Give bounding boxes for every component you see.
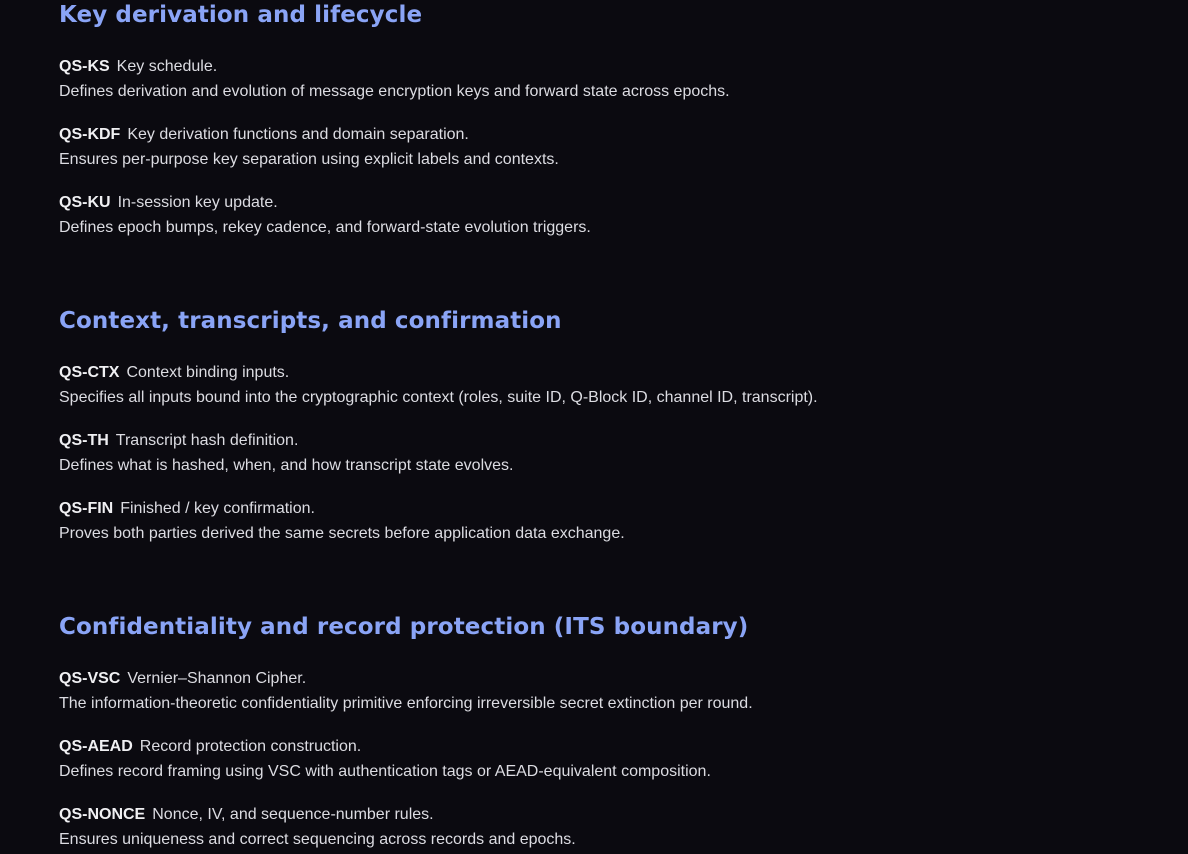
entry-id: QS-NONCE (59, 806, 146, 823)
entry-list (59, 666, 1159, 852)
section-title: Confidentiality and record protection (ITS boundary) (59, 614, 749, 640)
entry-id: QS-KDF (59, 126, 121, 143)
entry-description: Defines derivation and evolution of message encryption keys and forward state across epochs. (59, 83, 730, 100)
list-item (59, 122, 1159, 172)
entry-description: Proves both parties derived the same secrets before application data exchange. (59, 525, 625, 542)
entry-title: Vernier–Shannon Cipher. (127, 670, 307, 687)
entry-heading (59, 666, 1159, 691)
list-item (59, 496, 1159, 546)
entry-title: Record protection construction. (139, 738, 362, 755)
entry-id: QS-CTX (59, 364, 120, 381)
entry-heading (59, 122, 1159, 147)
entry-title: Nonce, IV, and sequence-number rules. (152, 806, 434, 823)
list-item (59, 734, 1159, 784)
entry-title: Key derivation functions and domain separation. (127, 126, 469, 143)
entry-title: Finished / key confirmation. (120, 500, 315, 517)
entry-heading (59, 734, 1159, 759)
entry-heading (59, 54, 1159, 79)
entry-description: Ensures per-purpose key separation using explicit labels and contexts. (59, 151, 559, 168)
list-item (59, 54, 1159, 104)
section-title: Key derivation and lifecycle (59, 2, 423, 28)
entry-heading (59, 190, 1159, 215)
entry-description: Defines what is hashed, when, and how transcript state evolves. (59, 457, 514, 474)
section-confidentiality (59, 612, 1159, 854)
entry-heading (59, 496, 1159, 521)
section-key-derivation (59, 0, 1159, 258)
list-item (59, 428, 1159, 478)
entry-heading (59, 802, 1159, 827)
entry-heading (59, 360, 1159, 385)
entry-description: Defines epoch bumps, rekey cadence, and forward-state evolution triggers. (59, 219, 591, 236)
entry-id: QS-KS (59, 58, 110, 75)
entry-list (59, 54, 1159, 240)
list-item (59, 360, 1159, 410)
list-item (59, 190, 1159, 240)
entry-id: QS-AEAD (59, 738, 133, 755)
entry-id: QS-KU (59, 194, 111, 211)
entry-description: Defines record framing using VSC with authentication tags or AEAD-equivalent composition. (59, 763, 711, 780)
entry-description: The information-theoretic confidentiality primitive enforcing irreversible secret extinction per round. (59, 695, 753, 712)
entry-id: QS-FIN (59, 500, 114, 517)
entry-title: Transcript hash definition. (115, 432, 299, 449)
list-item (59, 666, 1159, 716)
section-title: Context, transcripts, and confirmation (59, 308, 562, 334)
entry-title: Key schedule. (116, 58, 218, 75)
section-context-transcripts (59, 306, 1159, 564)
entry-id: QS-TH (59, 432, 109, 449)
entry-id: QS-VSC (59, 670, 121, 687)
entry-heading (59, 428, 1159, 453)
entry-list (59, 360, 1159, 546)
entry-description: Specifies all inputs bound into the cryptographic context (roles, suite ID, Q-Block ID, channel ID, transcript). (59, 389, 818, 406)
entry-title: Context binding inputs. (126, 364, 290, 381)
list-item (59, 802, 1159, 852)
entry-title: In-session key update. (117, 194, 278, 211)
entry-description: Ensures uniqueness and correct sequencing across records and epochs. (59, 831, 576, 848)
